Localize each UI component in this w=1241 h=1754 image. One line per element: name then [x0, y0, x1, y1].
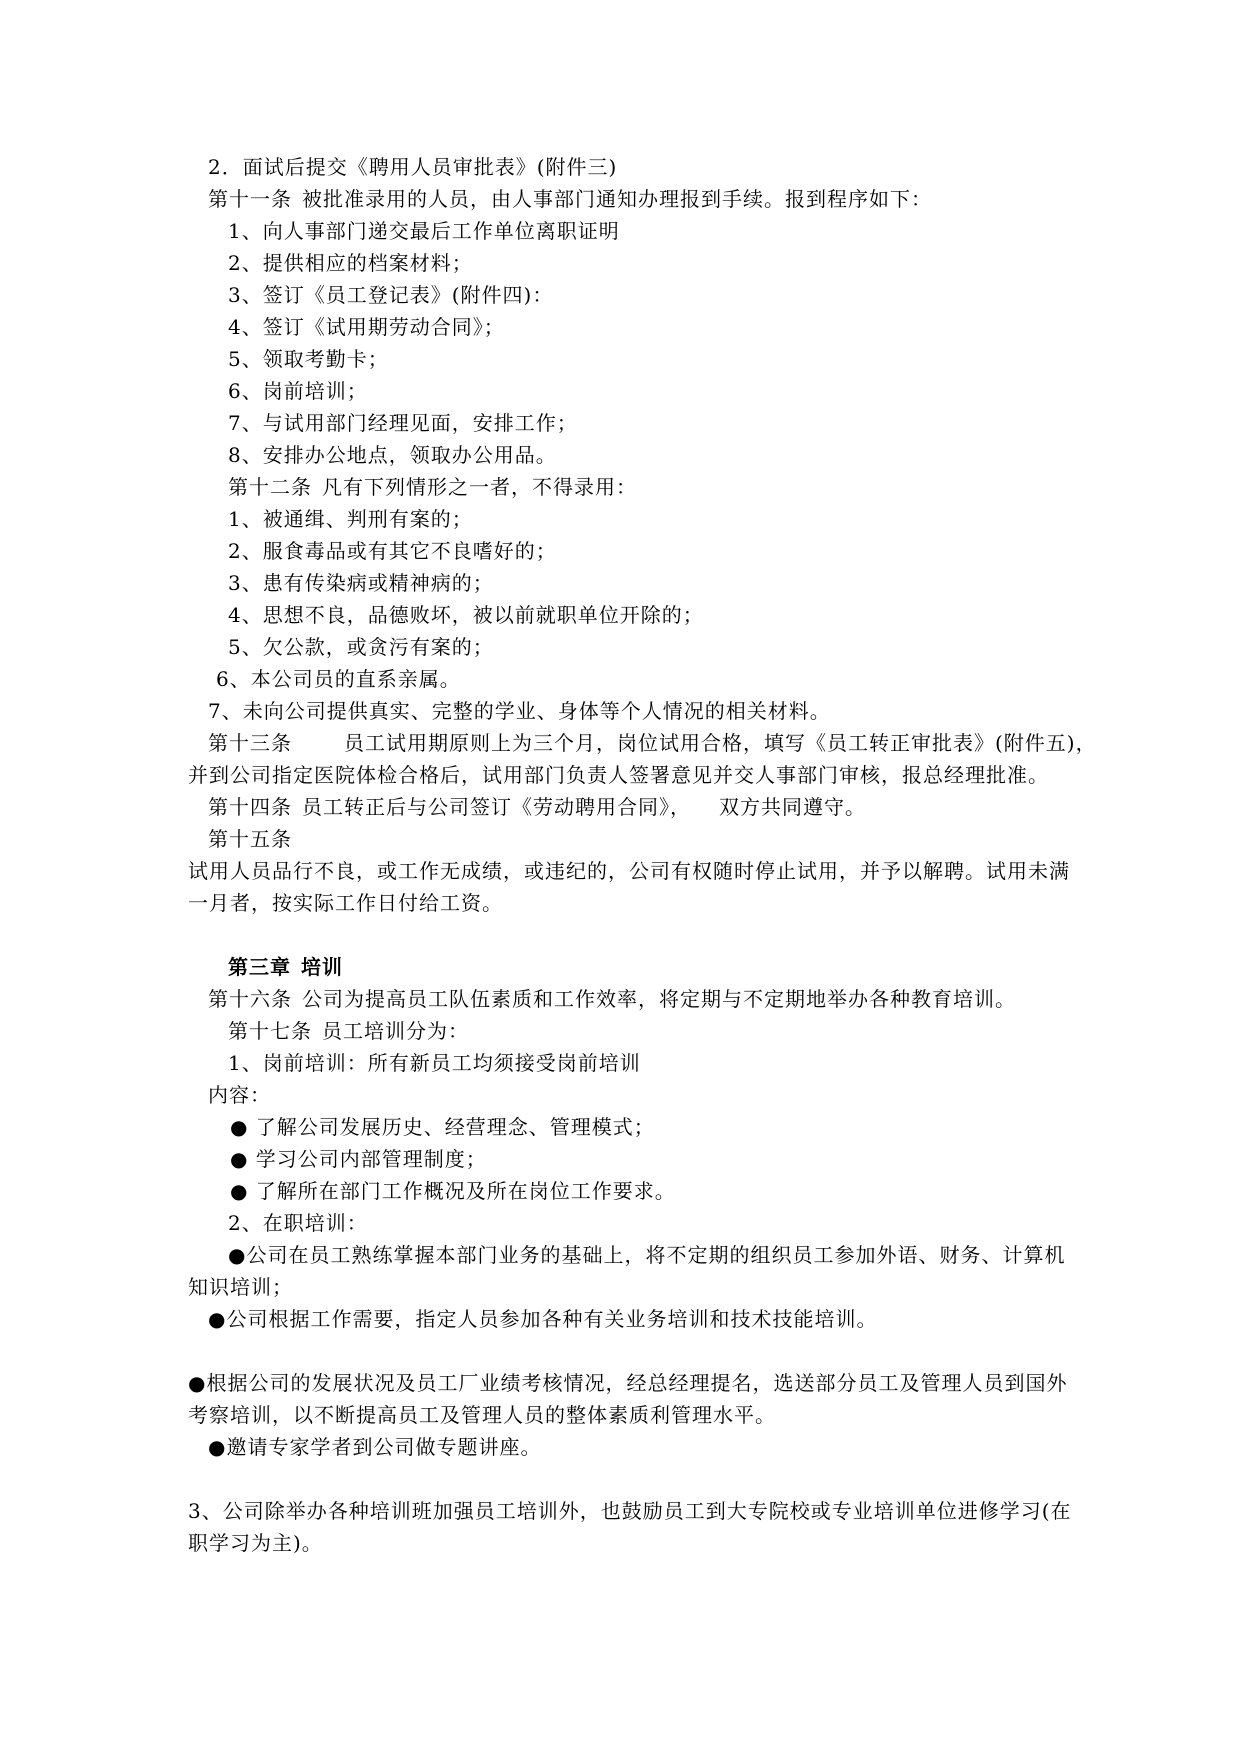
list-item: 8、安排办公地点，领取办公用品。 — [228, 443, 557, 467]
list-item: 1、向人事部门递交最后工作单位离职证明 — [228, 219, 620, 243]
article-text: 凡有下列情形之一者，不得录用： — [322, 475, 637, 499]
text-line: 2．面试后提交《聘用人员审批表》(附件三) — [208, 155, 618, 179]
list-item: 7、与试用部门经理见面，安排工作； — [228, 411, 578, 435]
article-text: 员工试用期原则上为三个月，岗位试用合格，填写《员工转正审批表》(附件五)， — [344, 731, 1097, 755]
article-text-cont: 双方共同遵守。 — [719, 795, 866, 819]
bullet-item: ●邀请专家学者到公司做专题讲座。 — [208, 1435, 542, 1459]
list-item: 2、在职培训： — [228, 1211, 368, 1235]
article-number: 第十三条 — [208, 731, 292, 755]
text-line: 一月者，按实际工作日付给工资。 — [188, 891, 503, 915]
article-16 — [208, 987, 1016, 1011]
article-17 — [228, 1019, 469, 1043]
article-number: 第十一条 — [208, 187, 292, 211]
chapter-heading — [228, 955, 343, 979]
article-text: 公司为提高员工队伍素质和工作效率，将定期与不定期地举办各种教育培训。 — [302, 987, 1016, 1011]
text-line: 试用人员品行不良，或工作无成绩，或违纪的，公司有权随时停止试用，并予以解聘。试用未满 — [188, 859, 1070, 883]
bullet-item: ● 了解公司发展历史、经营理念、管理模式； — [230, 1115, 655, 1139]
text-line: 并到公司指定医院体检合格后，试用部门负责人签署意见并交人事部门审核，报总经理批准。 — [188, 763, 1049, 787]
list-item: 4、思想不良，品德败坏，被以前就职单位开除的； — [228, 603, 704, 627]
article-11 — [208, 187, 932, 211]
text-line: 知识培训； — [188, 1275, 293, 1299]
list-item: 4、签订《试用期劳动合同》； — [228, 315, 505, 339]
bullet-item: ● 了解所在部门工作概况及所在岗位工作要求。 — [230, 1179, 676, 1203]
list-item: 1、被通缉、判刑有案的； — [228, 507, 473, 531]
article-number: 第十六条 — [208, 987, 292, 1011]
article-number: 第十二条 — [228, 475, 312, 499]
list-item: 5、欠公款，或贪污有案的； — [228, 635, 494, 659]
article-number: 第十四条 — [208, 795, 292, 819]
list-item: 5、领取考勤卡； — [228, 347, 389, 371]
list-item: 7、未向公司提供真实、完整的学业、身体等个人情况的相关材料。 — [208, 699, 831, 723]
list-item: 2、服食毒品或有其它不良嗜好的； — [228, 539, 557, 563]
chapter-number: 第三章 — [228, 955, 291, 979]
chapter-title: 培训 — [301, 955, 343, 979]
text-line: 内容： — [208, 1083, 271, 1107]
article-14 — [208, 795, 866, 819]
list-item: 6、岗前培训； — [228, 379, 368, 403]
bullet-item: ● 学习公司内部管理制度； — [230, 1147, 487, 1171]
list-item: 6、本公司员的直系亲属。 — [216, 667, 461, 691]
text-line: 职学习为主)。 — [188, 1531, 323, 1555]
article-text: 被批准录用的人员，由人事部门通知办理报到手续。报到程序如下： — [302, 187, 932, 211]
article-number: 第十七条 — [228, 1019, 312, 1043]
bullet-item: ●公司根据工作需要，指定人员参加各种有关业务培训和技术技能培训。 — [208, 1307, 878, 1331]
article-12 — [228, 475, 637, 499]
bullet-item: ●公司在员工熟练掌握本部门业务的基础上，将不定期的组织员工参加外语、财务、计算机 — [228, 1243, 1066, 1267]
article-text: 员工转正后与公司签订《劳动聘用合同》， — [302, 795, 691, 819]
list-item: 3、公司除举办各种培训班加强员工培训外，也鼓励员工到大专院校或专业培训单位进修学习(在 — [188, 1499, 1072, 1523]
article-text: 员工培训分为： — [322, 1019, 469, 1043]
bullet-item: ●根据公司的发展状况及员工厂业绩考核情况，经总经理提名，选送部分员工及管理人员到国外 — [188, 1371, 1068, 1395]
text-line: 考察培训，以不断提高员工及管理人员的整体素质利管理水平。 — [188, 1403, 776, 1427]
article-number: 第十五条 — [208, 827, 292, 851]
article-13 — [208, 731, 1097, 755]
list-item: 2、提供相应的档案材料； — [228, 251, 473, 275]
list-item: 3、签订《员工登记表》(附件四)： — [228, 283, 554, 307]
list-item: 1、岗前培训：所有新员工均须接受岗前培训 — [228, 1051, 641, 1075]
list-item: 3、患有传染病或精神病的； — [228, 571, 494, 595]
